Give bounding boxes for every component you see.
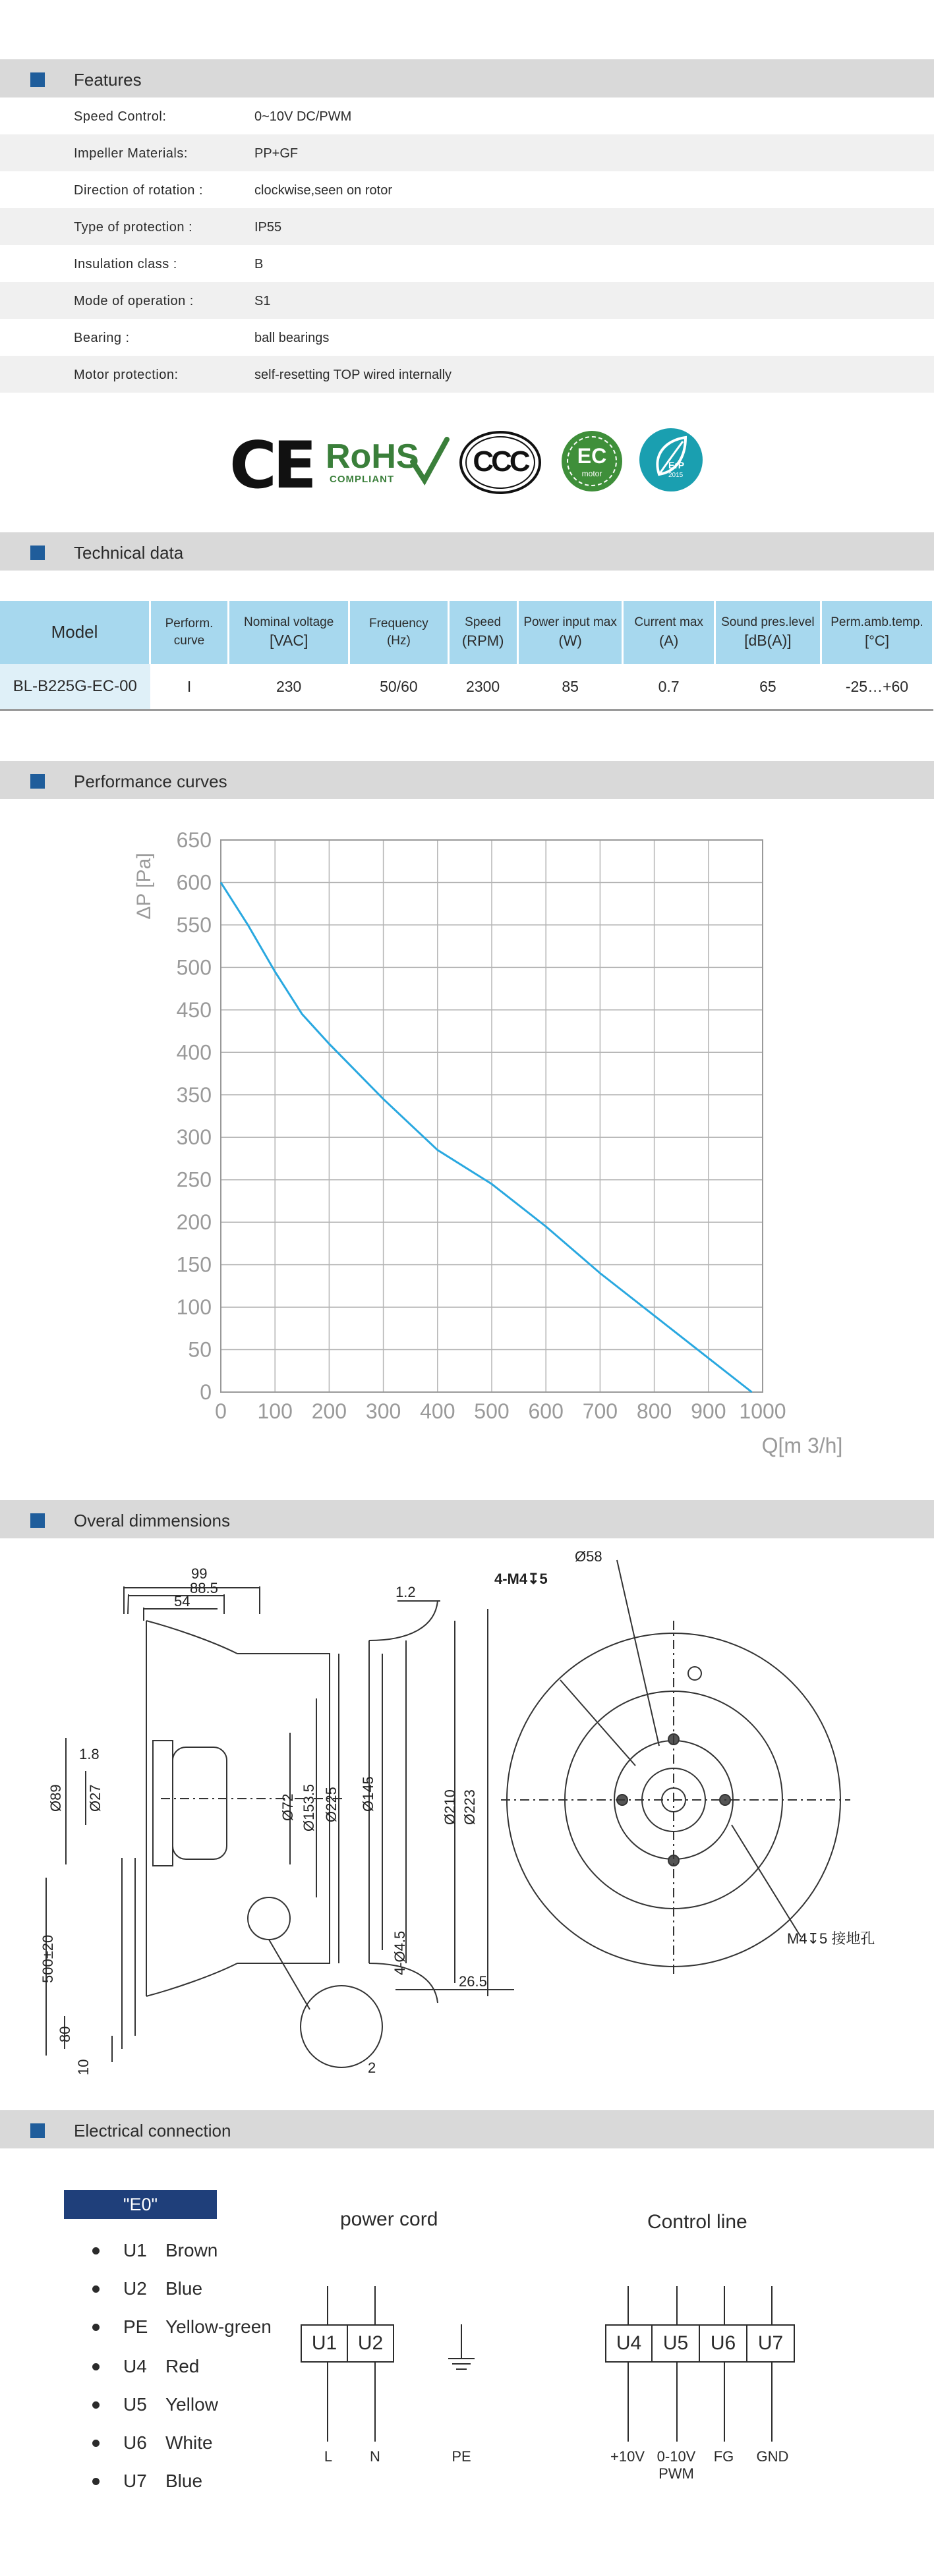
electrical-title: Electrical connection — [74, 2121, 231, 2141]
ce-logo — [229, 428, 313, 503]
wire-code: U2 — [123, 2278, 147, 2299]
feature-value: IP55 — [254, 220, 282, 235]
data-point — [275, 971, 276, 972]
table-cell: 230 — [229, 664, 349, 710]
section-marker-icon — [30, 2123, 45, 2138]
terminal-u7: U7 — [746, 2324, 795, 2363]
control-label-fg: FG — [713, 2448, 734, 2465]
dim-1-2: 1.2 — [395, 1584, 416, 1600]
wire-line — [724, 2363, 725, 2442]
control-label-0-10v: 0-10V — [657, 2448, 696, 2465]
impeller-outline — [146, 1621, 237, 1996]
power-label-l: L — [324, 2448, 333, 2465]
terminal-u4: U4 — [605, 2324, 653, 2363]
motor-flange — [153, 1741, 173, 1866]
dim-80: 80 — [57, 2026, 73, 2042]
y-tick-label: 650 — [176, 828, 212, 852]
dim-27: Ø27 — [87, 1784, 103, 1812]
wire-color: Yellow — [165, 2394, 218, 2415]
section-marker-icon — [30, 1513, 45, 1528]
y-tick-label: 600 — [176, 870, 212, 895]
erp-year: 2015 — [668, 472, 684, 479]
x-tick-label: 0 — [215, 1399, 227, 1423]
column-header: Perm.amb.temp. [°C] — [821, 601, 933, 664]
feature-value: self-resetting TOP wired internally — [254, 368, 452, 382]
front-center-lines — [501, 1621, 850, 1976]
wire-line — [771, 2363, 773, 2442]
front-view — [501, 1560, 850, 1976]
dim-4-m4: 4-M4↧5 — [494, 1571, 548, 1587]
data-point — [751, 1392, 752, 1393]
feature-key: Motor protection: — [74, 368, 179, 382]
table-cell: 65 — [715, 664, 821, 710]
wire-color: Red — [165, 2356, 200, 2376]
motor-body — [173, 1747, 227, 1859]
feature-row — [0, 282, 934, 319]
column-header: Nominal voltage [VAC] — [229, 601, 349, 664]
x-tick-label: 600 — [528, 1399, 564, 1423]
feature-value: 0~10V DC/PWM — [254, 109, 352, 124]
wire-line — [327, 2363, 328, 2442]
wire-color: Brown — [165, 2240, 218, 2260]
y-axis-label: ΔP [Pa] — [133, 853, 155, 920]
table-cell: -25…+60 — [821, 664, 933, 710]
ec-motor-logo — [562, 431, 622, 491]
feature-row — [0, 208, 934, 245]
rohs-compliant: COMPLIANT — [330, 474, 395, 485]
y-tick-label: 0 — [200, 1380, 212, 1404]
bullet-icon — [92, 2401, 100, 2409]
x-tick-label: 100 — [257, 1399, 293, 1423]
data-point — [383, 1099, 384, 1100]
x-tick-label: 500 — [474, 1399, 510, 1423]
column-header: Frequency (Hz) — [349, 601, 448, 664]
control-label-10v: +10V — [610, 2448, 645, 2465]
table-cell: I — [150, 664, 229, 710]
dim-89: Ø89 — [47, 1784, 64, 1812]
wire-code: U6 — [123, 2432, 147, 2453]
detail-view — [301, 1986, 382, 2067]
ccc-text: CCC — [473, 445, 528, 478]
dim-2: 2 — [368, 2059, 376, 2076]
x-tick-label: 400 — [420, 1399, 455, 1423]
dimensions-title: Overal dimmensions — [74, 1511, 230, 1530]
power-label-n: N — [370, 2448, 380, 2465]
terminal-u1: U1 — [301, 2324, 348, 2363]
feature-key: Impeller Materials: — [74, 146, 188, 161]
wire-code: U1 — [123, 2240, 147, 2260]
performance-title: Performance curves — [74, 771, 227, 791]
feature-key: Speed Control: — [74, 109, 167, 124]
feature-row — [0, 356, 934, 393]
dim-26-5: 26.5 — [459, 1973, 487, 1990]
x-tick-label: 700 — [582, 1399, 618, 1423]
y-tick-label: 300 — [176, 1125, 212, 1150]
feature-row — [0, 245, 934, 282]
x-tick-label: 200 — [311, 1399, 347, 1423]
data-point — [302, 1014, 303, 1015]
y-tick-label: 500 — [176, 955, 212, 980]
column-header: Speed (RPM) — [448, 601, 517, 664]
erp-text: ErP — [668, 460, 685, 470]
dimension-lines-vertical — [46, 1654, 339, 2056]
wire-line — [628, 2363, 629, 2442]
dimension-drawing — [0, 1548, 934, 2095]
dim-223: Ø223 — [461, 1789, 478, 1825]
bullet-icon — [92, 2285, 100, 2293]
section-marker-icon — [30, 774, 45, 789]
wire-code: U5 — [123, 2394, 147, 2415]
terminal-u6: U6 — [699, 2324, 747, 2363]
ec-sub-text: motor — [581, 469, 602, 478]
feature-value: PP+GF — [254, 146, 299, 161]
dim-500: 500±20 — [40, 1934, 56, 1983]
control-line-title: Control line — [647, 2211, 747, 2233]
wire-line — [676, 2286, 678, 2324]
erp-logo — [639, 428, 703, 491]
y-tick-label: 550 — [176, 912, 212, 937]
feature-key: Mode of operation : — [74, 294, 194, 308]
feature-row — [0, 134, 934, 171]
dim-72: Ø72 — [279, 1793, 296, 1821]
y-tick-label: 250 — [176, 1167, 212, 1192]
wire-line — [327, 2286, 328, 2324]
feature-key: Insulation class : — [74, 257, 177, 271]
detail-leader — [269, 1940, 310, 2009]
electrical-header — [0, 2110, 934, 2148]
wire-color: Blue — [165, 2471, 203, 2491]
table-cell: 50/60 — [349, 664, 448, 710]
dim-4-hole: 4-Ø4.5 — [392, 1930, 408, 1975]
terminal-u2: U2 — [347, 2324, 394, 2363]
features-title: Features — [74, 70, 142, 90]
ccc-logo — [459, 430, 542, 495]
features-header — [0, 59, 934, 98]
dim-1-8: 1.8 — [79, 1746, 100, 1762]
y-tick-label: 400 — [176, 1040, 212, 1065]
wire-color: Yellow-green — [165, 2316, 272, 2337]
detail-circle — [248, 1897, 290, 1940]
performance-header — [0, 761, 934, 799]
y-tick-label: 450 — [176, 997, 212, 1022]
feature-row — [0, 98, 934, 134]
dim-88-5: 88.5 — [190, 1580, 218, 1596]
x-tick-label: 900 — [691, 1399, 726, 1423]
dim-99: 99 — [191, 1565, 208, 1582]
feature-row — [0, 171, 934, 208]
table-cell: BL-B225G-EC-00 — [0, 664, 150, 710]
wire-code: PE — [123, 2316, 148, 2337]
column-header: Model — [0, 601, 150, 664]
wire-line — [676, 2363, 678, 2442]
terminal-u5: U5 — [651, 2324, 700, 2363]
dim-145: Ø145 — [360, 1776, 376, 1812]
section-marker-icon — [30, 546, 45, 560]
ec-text: EC — [577, 444, 607, 468]
y-tick-label: 200 — [176, 1210, 212, 1235]
dim-10: 10 — [75, 2059, 92, 2075]
bullet-icon — [92, 2478, 100, 2485]
power-cord-title: power cord — [340, 2208, 438, 2230]
feature-value: ball bearings — [254, 331, 330, 345]
wire-line — [724, 2286, 725, 2324]
wire-line — [374, 2363, 376, 2442]
control-label-gnd: GND — [756, 2448, 789, 2465]
dim-54: 54 — [174, 1593, 190, 1610]
bullet-icon — [92, 2363, 100, 2370]
feature-key: Direction of rotation : — [74, 183, 204, 198]
ground-hole — [688, 1667, 701, 1680]
rohs-logo — [326, 437, 451, 490]
front-leaders — [560, 1560, 801, 1937]
wire-line — [628, 2286, 629, 2324]
column-header: Current max (A) — [623, 601, 715, 664]
wire-color: Blue — [165, 2278, 203, 2299]
wire-line — [771, 2286, 773, 2324]
y-tick-label: 50 — [188, 1337, 212, 1362]
wire-code: U4 — [123, 2356, 147, 2376]
x-tick-label: 300 — [365, 1399, 401, 1423]
bullet-icon — [92, 2247, 100, 2254]
cable — [112, 1858, 135, 2062]
x-axis-label: Q[m 3/h] — [761, 1434, 843, 1457]
dim-210: Ø210 — [442, 1789, 458, 1825]
bullet-icon — [92, 2324, 100, 2331]
feature-value: clockwise,seen on rotor — [254, 183, 392, 198]
wiring-code-badge: "E0" — [64, 2190, 217, 2219]
dim-58: Ø58 — [575, 1548, 602, 1565]
feature-value: B — [254, 257, 264, 271]
feature-value: S1 — [254, 294, 271, 308]
dim-225: Ø225 — [323, 1787, 339, 1822]
x-tick-label: 1000 — [739, 1399, 786, 1423]
dim-153-5: Ø153.5 — [301, 1783, 317, 1832]
rohs-mark: RoHS — [326, 437, 419, 476]
ce-mark: CE — [229, 428, 313, 503]
feature-key: Type of protection : — [74, 220, 193, 235]
dimensions-header — [0, 1500, 934, 1538]
table-cell: 0.7 — [623, 664, 715, 710]
checkmark-icon — [410, 437, 450, 486]
performance-chart — [119, 817, 843, 1469]
table-row — [0, 664, 933, 710]
table-cell: 85 — [517, 664, 623, 710]
column-header: Sound pres.level [dB(A)] — [715, 601, 821, 664]
technical-table — [0, 601, 934, 711]
column-header: Perform. curve — [150, 601, 229, 664]
x-tick-label: 800 — [636, 1399, 672, 1423]
bullet-icon — [92, 2440, 100, 2447]
y-tick-label: 350 — [176, 1082, 212, 1107]
ground-hole-label: M4↧5 接地孔 — [787, 1930, 875, 1947]
ground-symbol-icon — [442, 2319, 481, 2378]
technical-header — [0, 532, 934, 571]
power-label-pe: PE — [452, 2448, 471, 2465]
side-view — [46, 1586, 382, 2067]
section-marker-icon — [30, 72, 45, 87]
wire-code: U7 — [123, 2471, 147, 2491]
data-point — [654, 1315, 655, 1316]
table-cell: 2300 — [448, 664, 517, 710]
y-tick-label: 100 — [176, 1295, 212, 1320]
table-header-row — [0, 601, 933, 664]
feature-key: Bearing : — [74, 331, 130, 345]
technical-title: Technical data — [74, 543, 184, 563]
control-label-pwm: PWM — [658, 2465, 694, 2482]
wire-line — [374, 2286, 376, 2324]
column-header: Power input max (W) — [517, 601, 623, 664]
feature-row — [0, 319, 934, 356]
y-tick-label: 150 — [176, 1252, 212, 1277]
wire-color: White — [165, 2432, 213, 2453]
